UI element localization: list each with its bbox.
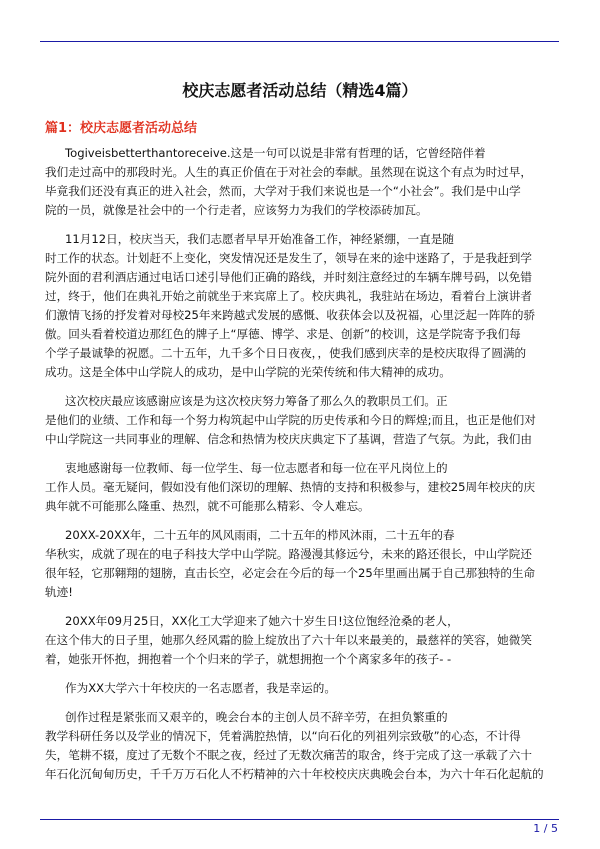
paragraph: [45, 392, 557, 449]
paragraph-line: 是他们的业绩、工作和每一个努力构筑起中山学院的历史传承和今日的辉煌;而且，也正是他们对: [45, 413, 536, 427]
paragraph-line: 院外面的君利酒店通过电话口述引导他们正确的路线，并时刻注意经过的车辆车牌号码，以免错: [45, 270, 532, 284]
paragraph-lead: Togiveisbetterthantoreceive.这是一句可以说是非常有哲理的话，它曾经陪伴着: [65, 146, 486, 160]
paragraph: [45, 230, 557, 382]
paragraph-line: 在这个伟大的日子里，她那久经风霜的脸上绽放出了六十年以来最美的，最慈祥的笑容，她微笑: [45, 633, 532, 647]
paragraph-lead: 11月12日，校庆当天，我们志愿者早早开始准备工作，神经紧绷，一直是随: [65, 232, 454, 246]
paragraph-line: 过，终于，他们在典礼开始之前就坐于来宾席上了。校庆典礼，我驻站在场边，看着台上演讲者: [45, 289, 532, 303]
paragraph: [45, 708, 557, 784]
paragraph-line: 成功。这是全体中山学院人的成功，是中山学院的光荣传统和伟大精神的成功。: [45, 365, 451, 379]
paragraph: [45, 144, 557, 220]
paragraph-lead: 这次校庆最应该感谢应该是为这次校庆努力筹备了那么久的教职员工们。正: [65, 394, 448, 408]
paragraph-line: 着，她张开怀抱，拥抱着一个个归来的学子，就想拥抱一个个离家多年的孩子- -: [45, 652, 452, 666]
paragraph-line: 失，笔耕不辍，度过了无数个不眠之夜，经过了无数次痛苦的取舍，终于完成了这一承载了六十: [45, 748, 532, 762]
paragraph-line: 傲。回头看着校道边那红色的牌子上“厚德、博学、求是、创新”的校训，这是学院寄予我们每: [45, 327, 521, 341]
paragraph-lead: 20XX年09月25日，XX化工大学迎来了她六十岁生日!这位饱经沧桑的老人，: [65, 614, 459, 628]
paragraph-line: 华秋实，成就了现在的电子科技大学中山学院。路漫漫其修远兮，未来的路还很长，中山学院还: [45, 547, 532, 561]
paragraph-lead: 创作过程是紧张而又艰辛的，晚会台本的主创人员不辞辛劳，在担负繁重的: [65, 710, 448, 724]
header-rule: [40, 41, 559, 42]
paragraph-line: 院的一员，就像是社会中的一个行走者，应该努力为我们的学校添砖加瓦。: [45, 203, 428, 217]
paragraph-lead: 20XX-20XX年，二十五年的风风雨雨，二十五年的栉风沐雨，二十五年的春: [65, 528, 455, 542]
paragraph-lead: 衷地感谢每一位教师、每一位学生、每一位志愿者和每一位在平凡岗位上的: [65, 461, 448, 475]
paragraph-line: 毕竟我们还没有真正的进入社会，然而，大学对于我们来说也是一个“小社会”。我们是中山学: [45, 184, 521, 198]
paragraph-line: 我们走过高中的那段时光。人生的真正价值在于对社会的奉献。虽然现在说这个有点为时过早，: [45, 165, 532, 179]
paragraph: [45, 526, 557, 602]
paragraph-line: 工作人员。毫无疑问，假如没有他们深切的理解、热情的支持和积极参与，建校25周年校庆的庆: [45, 480, 536, 494]
page-title: 校庆志愿者活动总结（精选4篇）: [182, 81, 418, 100]
section-heading: 篇1：校庆志愿者活动总结: [45, 121, 198, 136]
paragraph-line: 们激情飞扬的抒发着对母校25年来跨越式发展的感慨、收获体会以及祝福，心里泛起一阵阵的骄: [45, 308, 536, 322]
paragraph-line: 年石化沉甸甸历史，千千万万石化人不朽精神的六十年校校庆庆典晚会台本，为六十年石化起航的: [45, 767, 544, 781]
paragraph-line: 典年就不可能那么隆重、热烈，就不可能那么精彩、令人难忘。: [45, 499, 370, 513]
paragraph: [45, 459, 557, 516]
paragraph-line: 教学科研任务以及学业的情况下，凭着满腔热情，以“向石化的列祖列宗致敬”的心态，不计得: [45, 729, 521, 743]
body-text: [45, 144, 557, 794]
paragraph-line: 中山学院这一共同事业的理解、信念和热情为校庆庆典定下了基调，营造了气氛。为此，我们由: [45, 432, 532, 446]
page-number: 1 / 5: [533, 822, 558, 835]
paragraph: [45, 679, 557, 698]
paragraph-line: 轨迹!: [45, 585, 73, 599]
paragraph-lead: 作为XX大学六十年校庆的一名志愿者，我是幸运的。: [65, 681, 336, 695]
paragraph-line: 很年轻，它那翱翔的翅膀，直击长空，必定会在今后的每一个25年里画出属于自己那独特的生命: [45, 566, 536, 580]
paragraph-line: 时工作的状态。计划赶不上变化，突发情况还是发生了，领导在来的途中迷路了，于是我赶到学: [45, 251, 532, 265]
paragraph-line: 个学子最诚挚的祝愿。二十五年，九千多个日日夜夜，，使我们感到庆幸的是校庆取得了圆满的: [45, 346, 527, 360]
footer-rule: [40, 819, 559, 820]
paragraph: [45, 612, 557, 669]
